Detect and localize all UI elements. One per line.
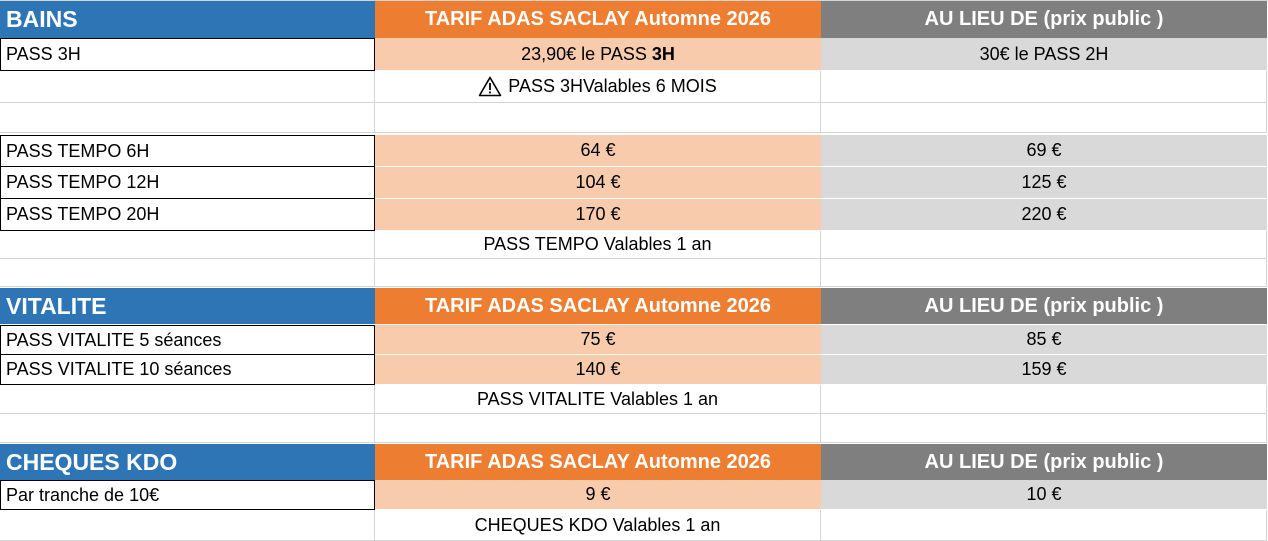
vitalite-note: PASS VITALITE Valables 1 an [375, 385, 821, 414]
tempo-6h-label: PASS TEMPO 6H [0, 135, 375, 167]
vitalite-note-row [0, 385, 1268, 414]
tempo-6h-tarif: 64 € [375, 135, 821, 167]
bains-public-header: AU LIEU DE (prix public ) [821, 1, 1267, 38]
pass3h-note-row [0, 71, 1268, 103]
cheques-public: 10 € [821, 480, 1267, 510]
cheques-section-title: CHEQUES KDO [0, 444, 375, 480]
vitalite-header-row [0, 288, 1268, 324]
tempo-note-row [0, 231, 1268, 259]
tempo-20h-tarif: 170 € [375, 199, 821, 231]
tempo-12h-tarif: 104 € [375, 167, 821, 199]
warning-triangle-icon [478, 76, 502, 97]
bains-header-row [0, 1, 1268, 38]
vitalite-10-tarif: 140 € [375, 355, 821, 385]
pass3h-note [375, 71, 821, 103]
tempo-20h-public: 220 € [821, 199, 1267, 231]
pass3h-public: 30€ le PASS 2H [821, 38, 1267, 71]
cheques-public-header: AU LIEU DE (prix public ) [821, 444, 1267, 480]
tempo-20h-label: PASS TEMPO 20H [0, 199, 375, 231]
table-row [0, 355, 1268, 385]
table-row [0, 167, 1268, 199]
table-row [0, 325, 1268, 355]
cheques-note-row [0, 510, 1268, 541]
vitalite-tarif-header: TARIF ADAS SACLAY Automne 2026 [375, 288, 821, 324]
empty-row [0, 414, 1268, 443]
pass3h-note-text: PASS 3HValables 6 MOIS [508, 76, 717, 96]
table-row [0, 135, 1268, 167]
table-row [0, 38, 1268, 71]
vitalite-5-public: 85 € [821, 325, 1267, 355]
table-row [0, 480, 1268, 510]
tempo-note: PASS TEMPO Valables 1 an [375, 231, 821, 259]
pass3h-label: PASS 3H [0, 38, 375, 71]
cheques-header-row [0, 444, 1268, 480]
pass3h-tarif [375, 38, 821, 71]
cheques-tarif-header: TARIF ADAS SACLAY Automne 2026 [375, 444, 821, 480]
bains-section-title: BAINS [0, 1, 375, 38]
vitalite-5-label: PASS VITALITE 5 séances [0, 325, 375, 355]
table-row [0, 199, 1268, 231]
vitalite-section-title: VITALITE [0, 288, 375, 324]
cheques-label: Par tranche de 10€ [0, 480, 375, 510]
cheques-note: CHEQUES KDO Valables 1 an [375, 510, 821, 541]
tempo-6h-public: 69 € [821, 135, 1267, 167]
vitalite-5-tarif: 75 € [375, 325, 821, 355]
pass3h-tarif-bold: 3H [651, 43, 675, 64]
pass3h-tarif-prefix: 23,90€ le PASS [521, 43, 652, 64]
vitalite-public-header: AU LIEU DE (prix public ) [821, 288, 1267, 324]
bains-tarif-header: TARIF ADAS SACLAY Automne 2026 [375, 1, 821, 38]
tempo-12h-label: PASS TEMPO 12H [0, 167, 375, 199]
empty-row [0, 103, 1268, 133]
vitalite-10-public: 159 € [821, 355, 1267, 385]
cheques-tarif: 9 € [375, 480, 821, 510]
empty-row [0, 259, 1268, 287]
vitalite-10-label: PASS VITALITE 10 séances [0, 355, 375, 385]
tempo-12h-public: 125 € [821, 167, 1267, 199]
